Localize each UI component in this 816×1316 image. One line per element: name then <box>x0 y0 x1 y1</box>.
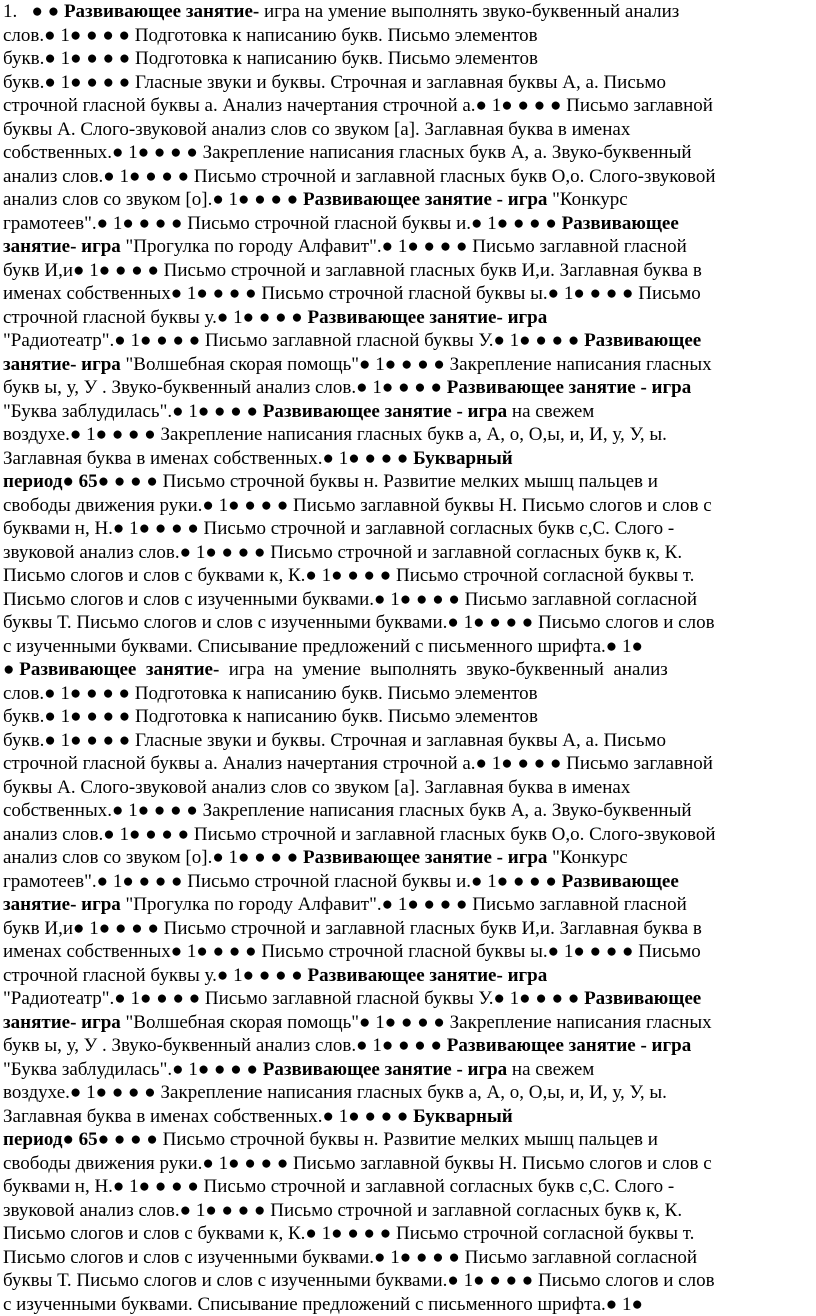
document-page <box>3 0 813 1316</box>
text-line: Заглавная буква в именах собственных.● 1● ● ● ● Букварный <box>3 1105 813 1129</box>
text-line: буквы А. Слого-звуковой анализ слов со звуком [а]. Заглавная буква в именах <box>3 118 813 142</box>
text-line: с изученными буквами. Списывание предложений с письменного шрифта.● 1● <box>3 635 813 659</box>
text-line: свободы движения руки.● 1● ● ● ● Письмо заглавной буквы Н. Письмо слогов и слов с <box>3 1152 813 1176</box>
text-line: воздухе.● 1● ● ● ● Закрепление написания гласных букв а, А, о, О,ы, и, И, у, У, ы. <box>3 423 813 447</box>
text-line: строчной гласной буквы а. Анализ начертания строчной а.● 1● ● ● ● Письмо заглавной <box>3 752 813 776</box>
text-line: период● 65● ● ● ● Письмо строчной буквы н. Развитие мелких мышц пальцев и <box>3 1128 813 1152</box>
text-line: букв ы, у, У . Звуко-буквенный анализ слов.● 1● ● ● ● Развивающее занятие - игра <box>3 376 813 400</box>
text-line: букв.● 1● ● ● ● Гласные звуки и буквы. Строчная и заглавная буквы А, а. Письмо <box>3 71 813 95</box>
text-line: анализ слов.● 1● ● ● ● Письмо строчной и заглавной гласных букв О,о. Слого-звуковой <box>3 823 813 847</box>
text-line: анализ слов.● 1● ● ● ● Письмо строчной и заглавной гласных букв О,о. Слого-звуковой <box>3 165 813 189</box>
text-line: занятие- игра "Волшебная скорая помощь"● 1● ● ● ● Закрепление написания гласных <box>3 1011 813 1035</box>
text-line: строчной гласной буквы а. Анализ начертания строчной а.● 1● ● ● ● Письмо заглавной <box>3 94 813 118</box>
text-line: анализ слов со звуком [о].● 1● ● ● ● Развивающее занятие - игра "Конкурс <box>3 846 813 870</box>
text-line: буквы Т. Письмо слогов и слов с изученными буквами.● 1● ● ● ● Письмо слогов и слов <box>3 611 813 635</box>
text-line: именах собственных● 1● ● ● ● Письмо строчной гласной буквы ы.● 1● ● ● ● Письмо <box>3 940 813 964</box>
text-line: занятие- игра "Волшебная скорая помощь"● 1● ● ● ● Закрепление написания гласных <box>3 353 813 377</box>
text-line: букв.● 1● ● ● ● Гласные звуки и буквы. Строчная и заглавная буквы А, а. Письмо <box>3 729 813 753</box>
text-line: "Радиотеатр".● 1● ● ● ● Письмо заглавной гласной буквы У.● 1● ● ● ● Развивающее <box>3 987 813 1011</box>
text-line: "Радиотеатр".● 1● ● ● ● Письмо заглавной гласной буквы У.● 1● ● ● ● Развивающее <box>3 329 813 353</box>
text-line: буквы А. Слого-звуковой анализ слов со звуком [а]. Заглавная буква в именах <box>3 776 813 800</box>
text-line: буквами н, Н.● 1● ● ● ● Письмо строчной и заглавной согласных букв с,С. Слого - <box>3 517 813 541</box>
text-line: грамотеев".● 1● ● ● ● Письмо строчной гласной буквы и.● 1● ● ● ● Развивающее <box>3 212 813 236</box>
text-line: воздухе.● 1● ● ● ● Закрепление написания гласных букв а, А, о, О,ы, и, И, у, У, ы. <box>3 1081 813 1105</box>
text-line: период● 65● ● ● ● Письмо строчной буквы н. Развитие мелких мышц пальцев и <box>3 470 813 494</box>
text-line: звуковой анализ слов.● 1● ● ● ● Письмо строчной и заглавной согласных букв к, К. <box>3 541 813 565</box>
text-line: Заглавная буква в именах собственных.● 1● ● ● ● Букварный <box>3 447 813 471</box>
text-line: грамотеев".● 1● ● ● ● Письмо строчной гласной буквы и.● 1● ● ● ● Развивающее <box>3 870 813 894</box>
text-line: буквами н, Н.● 1● ● ● ● Письмо строчной и заглавной согласных букв с,С. Слого - <box>3 1175 813 1199</box>
text-line: собственных.● 1● ● ● ● Закрепление написания гласных букв А, а. Звуко-буквенный <box>3 799 813 823</box>
text-line: Письмо слогов и слов с буквами к, К.● 1● ● ● ● Письмо строчной согласной буквы т. <box>3 564 813 588</box>
text-line: букв.● 1● ● ● ● Подготовка к написанию букв. Письмо элементов <box>3 705 813 729</box>
text-line: занятие- игра "Прогулка по городу Алфавит".● 1● ● ● ● Письмо заглавной гласной <box>3 893 813 917</box>
text-line: слов.● 1● ● ● ● Подготовка к написанию букв. Письмо элементов <box>3 682 813 706</box>
text-line: "Буква заблудилась".● 1● ● ● ● Развивающее занятие - игра на свежем <box>3 1058 813 1082</box>
text-line: букв И,и● 1● ● ● ● Письмо строчной и заглавной гласных букв И,и. Заглавная буква в <box>3 259 813 283</box>
text-line: Письмо слогов и слов с изученными буквами.● 1● ● ● ● Письмо заглавной согласной <box>3 588 813 612</box>
text-line: 1. ● ● Развивающее занятие- игра на умение выполнять звуко-буквенный анализ <box>3 0 813 24</box>
text-line: Письмо слогов и слов с изученными буквами.● 1● ● ● ● Письмо заглавной согласной <box>3 1246 813 1270</box>
text-line: ● Развивающее занятие- игра на умение выполнять звуко-буквенный анализ <box>3 658 813 682</box>
text-line: буквы Т. Письмо слогов и слов с изученными буквами.● 1● ● ● ● Письмо слогов и слов <box>3 1269 813 1293</box>
text-line: анализ слов со звуком [о].● 1● ● ● ● Развивающее занятие - игра "Конкурс <box>3 188 813 212</box>
text-line: букв.● 1● ● ● ● Подготовка к написанию букв. Письмо элементов <box>3 47 813 71</box>
text-line: с изученными буквами. Списывание предложений с письменного шрифта.● 1● <box>3 1293 813 1316</box>
text-line: именах собственных● 1● ● ● ● Письмо строчной гласной буквы ы.● 1● ● ● ● Письмо <box>3 282 813 306</box>
text-line: строчной гласной буквы у.● 1● ● ● ● Развивающее занятие- игра <box>3 306 813 330</box>
text-line: строчной гласной буквы у.● 1● ● ● ● Развивающее занятие- игра <box>3 964 813 988</box>
text-line: "Буква заблудилась".● 1● ● ● ● Развивающее занятие - игра на свежем <box>3 400 813 424</box>
text-line: звуковой анализ слов.● 1● ● ● ● Письмо строчной и заглавной согласных букв к, К. <box>3 1199 813 1223</box>
text-line: занятие- игра "Прогулка по городу Алфавит".● 1● ● ● ● Письмо заглавной гласной <box>3 235 813 259</box>
text-line: Письмо слогов и слов с буквами к, К.● 1● ● ● ● Письмо строчной согласной буквы т. <box>3 1222 813 1246</box>
text-line: свободы движения руки.● 1● ● ● ● Письмо заглавной буквы Н. Письмо слогов и слов с <box>3 494 813 518</box>
text-line: слов.● 1● ● ● ● Подготовка к написанию букв. Письмо элементов <box>3 24 813 48</box>
text-line: собственных.● 1● ● ● ● Закрепление написания гласных букв А, а. Звуко-буквенный <box>3 141 813 165</box>
text-line: букв И,и● 1● ● ● ● Письмо строчной и заглавной гласных букв И,и. Заглавная буква в <box>3 917 813 941</box>
text-line: букв ы, у, У . Звуко-буквенный анализ слов.● 1● ● ● ● Развивающее занятие - игра <box>3 1034 813 1058</box>
